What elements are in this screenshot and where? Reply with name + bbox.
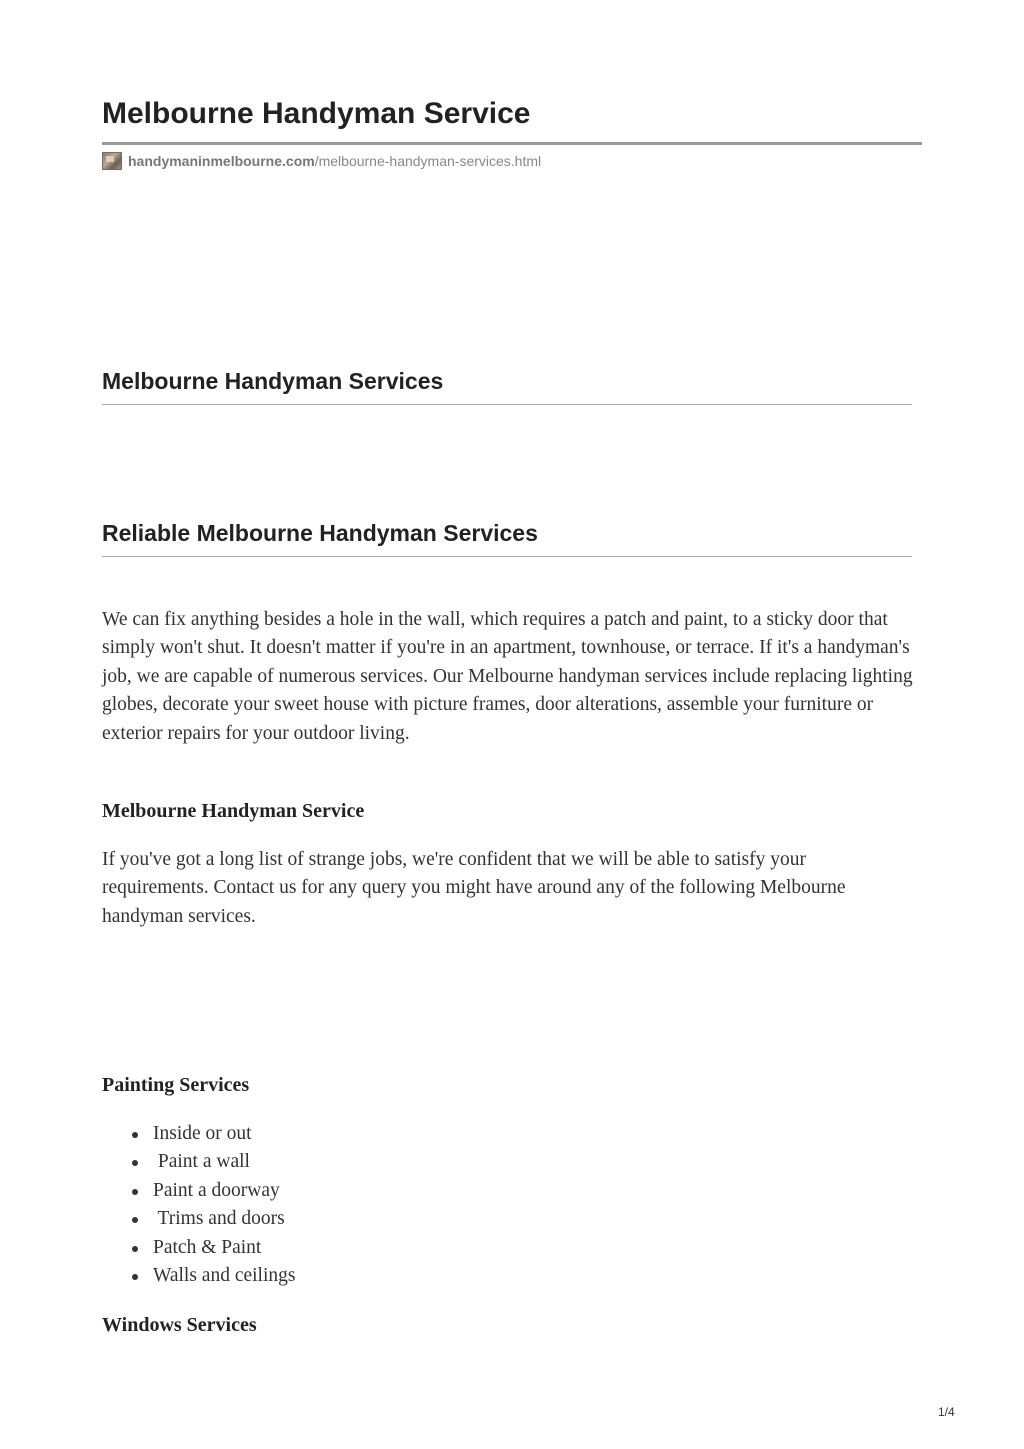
bullet-icon: [132, 1274, 138, 1280]
bullet-icon: [132, 1246, 138, 1252]
painting-services-list: [102, 1120, 295, 1290]
list-item-label: Inside or out: [153, 1123, 252, 1144]
bullet-icon: [132, 1160, 138, 1166]
bullet-icon: [132, 1217, 138, 1223]
list-item: [102, 1262, 295, 1290]
list-item-label: Walls and ceilings: [153, 1265, 296, 1287]
source-link[interactable]: [102, 151, 541, 171]
list-item: [102, 1148, 295, 1176]
services-heading-divider: [102, 404, 912, 405]
windows-services-heading: Windows Services: [102, 1314, 257, 1336]
list-item: [102, 1177, 295, 1205]
service-paragraph: If you've got a long list of strange jobs, we're confident that we will be able to satisfy your requirements. Contact us for any query you might have around any of the following Melbourne handyman services.: [102, 849, 846, 927]
bullet-icon: [132, 1189, 138, 1195]
title-divider: [102, 142, 922, 145]
list-item-label: Paint a doorway: [153, 1179, 280, 1201]
bullet-icon: [132, 1132, 138, 1138]
list-item: [102, 1120, 295, 1148]
page-number: 1/4: [938, 1405, 955, 1419]
reliable-services-heading: Reliable Melbourne Handyman Services: [102, 520, 538, 546]
source-domain: handymaninmelbourne.com: [128, 153, 315, 169]
services-heading: Melbourne Handyman Services: [102, 368, 444, 394]
list-item-label: Paint a wall: [153, 1151, 250, 1173]
list-item-label: Trims and doors: [153, 1208, 285, 1230]
reliable-heading-divider: [102, 556, 912, 557]
list-item: [102, 1234, 295, 1262]
service-subheading: Melbourne Handyman Service: [102, 800, 365, 822]
page-title: Melbourne Handyman Service: [102, 97, 531, 130]
list-item: [102, 1205, 295, 1233]
source-path: /melbourne-handyman-services.html: [314, 153, 542, 169]
list-item-label: Patch & Paint: [153, 1236, 262, 1258]
intro-paragraph: We can fix anything besides a hole in the wall, which requires a patch and paint, to a sticky door that simply won't shut. It doesn't matter if you're in an apartment, townhouse, or terrace. If it's a handyman's job, we are capable of numerous services. Our Melbourne handyman services include replacing lighting globes, decorate your sweet house with picture frames, door alterations, assemble your furniture or exterior repairs for your outdoor living.: [102, 609, 913, 744]
site-favicon-icon: [102, 152, 122, 170]
painting-services-heading: Painting Services: [102, 1074, 250, 1096]
